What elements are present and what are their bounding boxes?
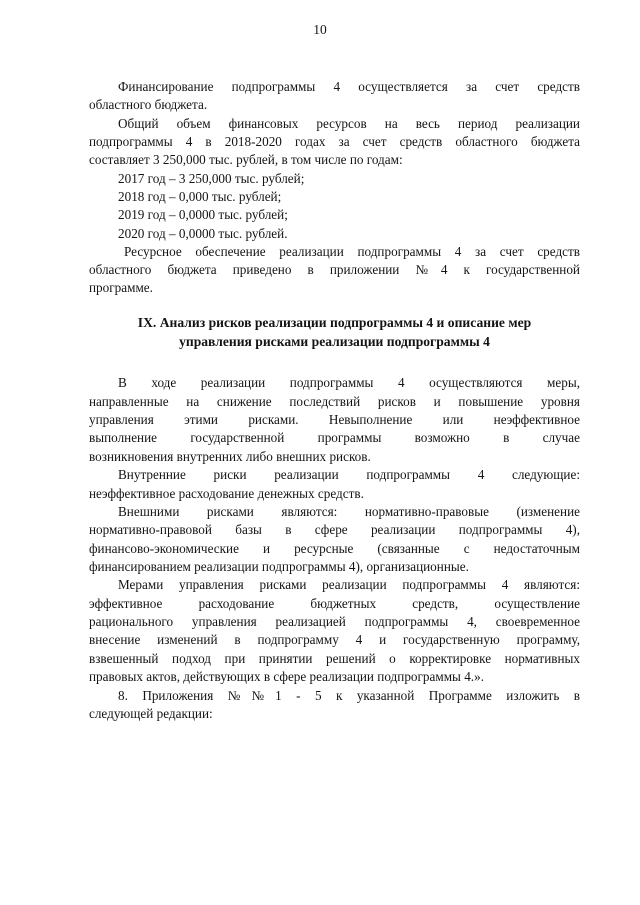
section-heading: IX. Анализ рисков реализации подпрограммы 4 и описание мер <box>137 315 532 330</box>
paragraph-line: взвешенный подход при принятии решений о корректировке нормативных <box>89 651 580 666</box>
paragraph-line: управления этими рисками. Невыполнение или неэффективное <box>89 412 580 427</box>
paragraph-line: финансированием реализации подпрограммы 4), организационные. <box>89 559 469 574</box>
year-line: 2018 год – 0,000 тыс. рублей; <box>118 189 282 204</box>
paragraph-line: эффективное расходование бюджетных средств, осуществление <box>89 596 580 611</box>
paragraph-line: рационального управления реализацией подпрограммы 4, своевременное <box>89 614 580 629</box>
year-line: 2019 год – 0,0000 тыс. рублей; <box>118 207 288 222</box>
paragraph-line: Мерами управления рисками реализации подпрограммы 4 являются: <box>118 577 580 592</box>
paragraph-line: выполнение государственной программы возможно в случае <box>89 430 580 445</box>
paragraph-line: внесение изменений в подпрограмму 4 и государственную программу, <box>89 632 580 647</box>
paragraph-line: Ресурсное обеспечение реализации подпрограммы 4 за счет средств <box>124 244 580 259</box>
paragraph-line: В ходе реализации подпрограммы 4 осуществляются меры, <box>118 375 580 390</box>
paragraph-line: Финансирование подпрограммы 4 осуществляется за счет средств <box>118 79 580 94</box>
paragraph-line: составляет 3 250,000 тыс. рублей, в том числе по годам: <box>89 152 403 167</box>
page-number: 10 <box>313 22 327 37</box>
section-heading: управления рисками реализации подпрограммы 4 <box>179 334 490 349</box>
paragraph-line: финансово-экономические и ресурсные (связанные с недостаточным <box>89 541 580 556</box>
paragraph-line: областного бюджета. <box>89 97 208 112</box>
paragraph-line: Внешними рисками являются: нормативно-правовые (изменение <box>118 504 580 519</box>
paragraph-line: областного бюджета приведено в приложении №4 к государственной <box>89 262 580 277</box>
paragraph-line: Общий объем финансовых ресурсов на весь период реализации <box>118 116 580 131</box>
paragraph-line: Внутренние риски реализации подпрограммы 4 следующие: <box>118 467 580 482</box>
paragraph-line: 8. Приложения №№1 - 5 к указанной Программе изложить в <box>118 688 580 703</box>
paragraph-line: направленные на снижение последствий рисков и повышение уровня <box>89 394 580 409</box>
paragraph-line: следующей редакции: <box>89 706 213 721</box>
paragraph-line: возникновения внутренних либо внешних рисков. <box>89 449 371 464</box>
paragraph-line: подпрограммы 4 в 2018-2020 годах за счет средств областного бюджета <box>89 134 580 149</box>
year-line: 2017 год – 3 250,000 тыс. рублей; <box>118 171 305 186</box>
paragraph-line: неэффективное расходование денежных средств. <box>89 486 364 501</box>
paragraph-line: программе. <box>89 280 153 295</box>
paragraph-line: нормативно-правовой базы в сфере реализации подпрограммы 4), <box>89 522 580 537</box>
paragraph-line: правовых актов, действующих в сфере реализации подпрограммы 4.». <box>89 669 484 684</box>
year-line: 2020 год – 0,0000 тыс. рублей. <box>118 226 288 241</box>
